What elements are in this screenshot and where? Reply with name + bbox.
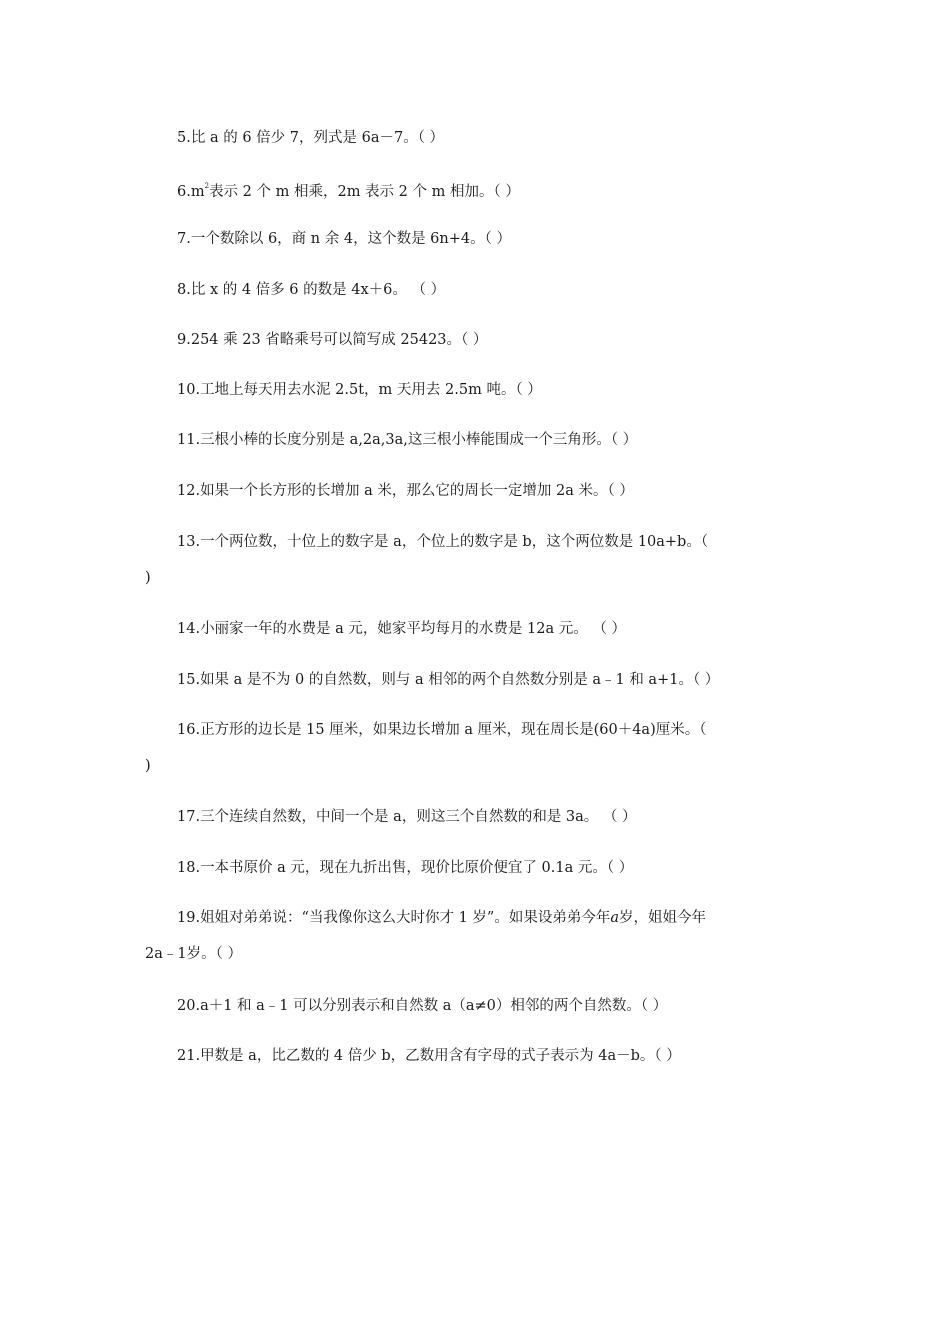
question-number: 16. bbox=[177, 722, 201, 738]
question-text: 三根小棒的长度分别是 a,2a,3a,这三根小棒能围成一个三角形。（ ） bbox=[200, 432, 638, 448]
question-number: 10. bbox=[177, 382, 201, 398]
question-text-continued: ) bbox=[145, 570, 151, 586]
question-20 bbox=[145, 994, 837, 1018]
question-text: 如果一个长方形的长增加 a 米，那么它的周长一定增加 2a 米。（ ） bbox=[200, 483, 634, 499]
question-9 bbox=[145, 328, 837, 352]
question-11 bbox=[145, 428, 837, 452]
question-number: 9. bbox=[177, 332, 191, 348]
question-number: 7. bbox=[177, 231, 191, 247]
question-number: 8. bbox=[177, 282, 191, 298]
question-16 bbox=[145, 718, 837, 742]
question-10 bbox=[145, 378, 837, 402]
question-variable: a bbox=[610, 910, 619, 926]
question-text: 254 乘 23 省略乘号可以简写成 25423。（ ） bbox=[190, 332, 488, 348]
question-number: 17. bbox=[177, 809, 201, 825]
question-21 bbox=[145, 1044, 837, 1068]
question-13-continuation bbox=[145, 566, 805, 590]
question-8 bbox=[145, 278, 837, 302]
question-text-continued: ) bbox=[145, 758, 151, 774]
question-16-continuation bbox=[145, 754, 805, 778]
question-17 bbox=[145, 805, 837, 829]
question-text: 如果 a 是不为 0 的自然数，则与 a 相邻的两个自然数分别是 a﹣1 和 a+1。（ ） bbox=[200, 672, 720, 688]
question-text: 三个连续自然数，中间一个是 a，则这三个自然数的和是 3a。 （ ） bbox=[200, 809, 637, 825]
question-text-continued: 2a﹣1岁。（ ） bbox=[145, 946, 242, 962]
question-number: 14. bbox=[177, 621, 201, 637]
question-text: 一本书原价 a 元，现在九折出售，现价比原价便宜了 0.1a 元。（ ） bbox=[200, 860, 634, 876]
question-number: 20. bbox=[177, 998, 201, 1014]
question-15 bbox=[145, 668, 837, 692]
question-number: 15. bbox=[177, 672, 201, 688]
question-number: 21. bbox=[177, 1048, 201, 1064]
question-text: 一个两位数，十位上的数字是 a，个位上的数字是 b，这个两位数是 10a+b。（ bbox=[200, 534, 709, 550]
question-number: 19. bbox=[177, 910, 201, 926]
question-18 bbox=[145, 856, 837, 880]
question-number: 11. bbox=[177, 432, 201, 448]
question-number: 13. bbox=[177, 534, 201, 550]
question-number: 18. bbox=[177, 860, 201, 876]
question-number: 5. bbox=[177, 130, 191, 146]
question-text: 正方形的边长是 15 厘米，如果边长增加 a 厘米，现在周长是(60＋4a)厘米。（ bbox=[200, 722, 707, 738]
question-text: 工地上每天用去水泥 2.5t，m 天用去 2.5m 吨。（ ） bbox=[200, 382, 542, 398]
question-text: 姐姐对弟弟说：“当我像你这么大时你才 1 岁”。如果设弟弟今年 bbox=[200, 910, 611, 926]
question-text: 甲数是 a，比乙数的 4 倍少 b，乙数用含有字母的式子表示为 4a－b。（ ） bbox=[200, 1048, 681, 1064]
question-19-continuation bbox=[145, 942, 805, 966]
question-5 bbox=[145, 126, 837, 150]
question-12 bbox=[145, 479, 837, 503]
exponent: 2 bbox=[204, 182, 210, 190]
question-text: 表示 2 个 m 相乘，2m 表示 2 个 m 相加。（ ） bbox=[209, 183, 520, 200]
question-text-part2: 岁，姐姐今年 bbox=[619, 910, 706, 926]
question-text: 小丽家一年的水费是 a 元，她家平均每月的水费是 12a 元。 （ ） bbox=[200, 621, 626, 637]
question-number: 6. bbox=[177, 183, 191, 200]
question-number: 12. bbox=[177, 483, 201, 499]
question-text: 一个数除以 6，商 n 余 4，这个数是 6n+4。（ ） bbox=[190, 231, 511, 247]
question-text: 比 x 的 4 倍多 6 的数是 4x＋6。 （ ） bbox=[190, 282, 446, 298]
question-19 bbox=[145, 906, 837, 930]
question-variable: m bbox=[190, 183, 205, 200]
question-14 bbox=[145, 617, 837, 641]
question-text: 比 a 的 6 倍少 7，列式是 6a－7。（ ） bbox=[190, 130, 445, 146]
question-7 bbox=[145, 227, 837, 251]
question-13 bbox=[145, 530, 837, 554]
question-6 bbox=[145, 176, 837, 204]
question-text: a＋1 和 a﹣1 可以分别表示和自然数 a（a≠0）相邻的两个自然数。（ ） bbox=[200, 998, 668, 1014]
